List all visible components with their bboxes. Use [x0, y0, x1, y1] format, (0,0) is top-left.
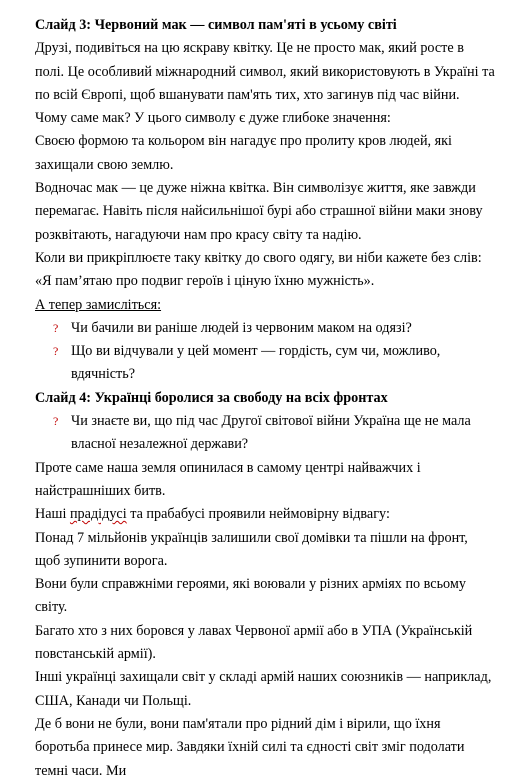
slide3-question-2 — [35, 340, 495, 387]
slide3-question-1 — [35, 317, 495, 340]
slide4-paragraph-center: Проте саме наша земля опинилася в самому центрі найважчих і найстрашніших битв. — [35, 459, 421, 499]
slide3-paragraph-life: Водночас мак — це дуже ніжна квітка. Він символізує життя, яке завжди перемагає. Навіть після найсильнішої бурі або страшної війни маки знову розквітають, нагадуючи нам про красу світу та надію. — [35, 180, 483, 243]
question-bullet-icon: ? — [53, 414, 59, 429]
question-bullet-icon: ? — [53, 320, 59, 335]
question-text: Що ви відчували у цей момент — гордість, сум чи, можливо, вдячність? — [71, 343, 441, 383]
slide4-paragraph-home: Де б вони не були, вони пам'ятали про рідний дім і вірили, що їхня боротьба принесе мир. Завдяки їхній силі та єдності світ зміг подолати темні часи. Ми — [35, 715, 465, 779]
slide3-paragraph-why: Чому саме мак? У цього символу є дуже глибоке значення: — [35, 110, 391, 127]
question-text: Чи знаєте ви, що під час Другої світової війни Україна ще не мала власної незалежної держави? — [71, 413, 471, 453]
ancestors-text-before: Наші — [35, 506, 70, 523]
slide3-reflect-label — [35, 294, 495, 317]
slide4-question-1 — [35, 410, 495, 457]
slide4-paragraph-heroes: Вони були справжніми героями, які воювали у різних арміях по всьому світу. — [35, 576, 466, 616]
slide3-heading: Слайд 3: Червоний мак — символ пам'яті в усьому світі — [35, 17, 397, 33]
document-page — [35, 14, 495, 783]
question-bullet-icon: ? — [53, 344, 59, 359]
slide4-paragraph-armies: Багато хто з них боровся у лавах Червоної армії або в УПА (Українській повстанській армії). — [35, 622, 473, 663]
spellcheck-flagged-word[interactable]: прадідусі — [69, 506, 127, 523]
question-text: Чи бачили ви раніше людей із червоним маком на одязі? — [71, 319, 412, 336]
reflect-text: А тепер замисліться: — [35, 296, 162, 313]
ancestors-text-after: та прабабусі проявили неймовірну відвагу: — [126, 506, 390, 523]
slide4-paragraph-millions: Понад 7 мільйонів українців залишили свої домівки та пішли на фронт, щоб зупинити ворога. — [35, 529, 468, 569]
slide4-paragraph-ancestors — [35, 503, 495, 526]
slide3-paragraph-blood: Своєю формою та кольором він нагадує про пролиту кров людей, які захищали свою землю. — [35, 133, 452, 173]
slide3-paragraph-wear: Коли ви прикріплюєте таку квітку до свого одягу, ви ніби кажете без слів: «Я пам’ятаю про подвиг героїв і ціную їхню мужність». — [35, 249, 482, 290]
slide4-heading: Слайд 4: Українці боролися за свободу на всіх фронтах — [35, 389, 388, 406]
slide4-paragraph-allies: Інші українці захищали світ у складі армій наших союзників — наприклад, США, Канади чи Польщі. — [35, 669, 492, 709]
slide3-paragraph-intro: Друзі, подивіться на цю яскраву квітку. Це не просто мак, який росте в полі. Це особливий міжнародний символ, який використовують в Україні та по всій Європі, щоб вшанувати пам'ять тих, хто загинув під час війни. — [35, 40, 495, 103]
